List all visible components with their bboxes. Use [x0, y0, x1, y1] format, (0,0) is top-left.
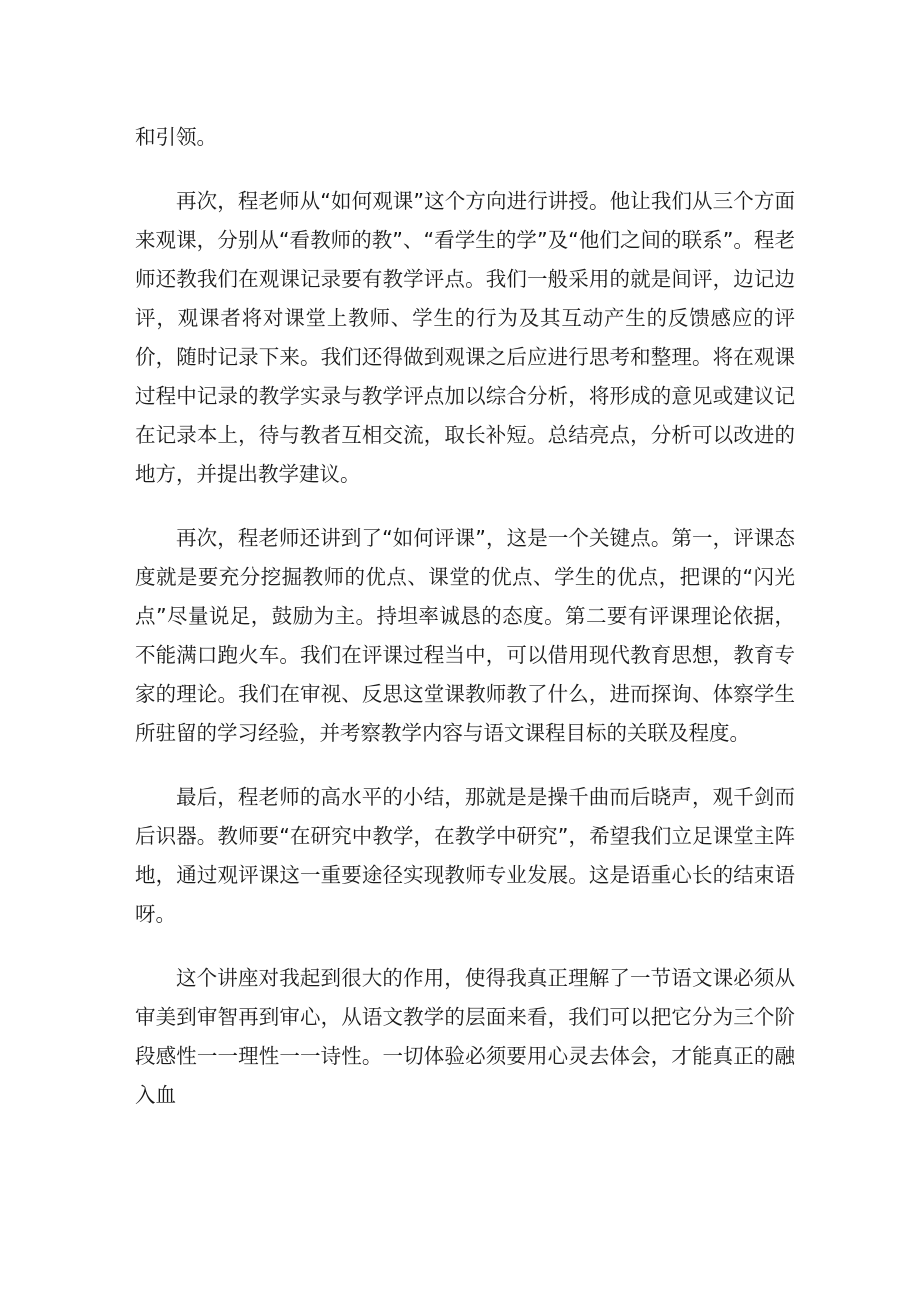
paragraph-1: 和引领。	[135, 125, 217, 149]
paragraph-2: 再次，程老师从“如何观课”这个方向进行讲授。他让我们从三个方面来观课，分别从“看教师的教”、“看学生的学”及“他们之间的联系”。程老师还教我们在观课记录要有教学评点。我们一般采用的就是间评，边记边评，观课者将对课堂上教师、学生的行为及其互动产生的反馈感应的评价，随时记录下来。我们还得做到观课之后应进行思考和整理。将在观课过程中记录的教学实录与教学评点加以综合分析，将形成的意见或建议记在记录本上，待与教者互相交流，取长补短。总结亮点，分析可以改进的地方，并提出教学建议。	[135, 189, 795, 486]
document-body	[135, 118, 795, 1115]
paragraph-3: 再次，程老师还讲到了“如何评课”，这是一个关键点。第一，评课态度就是要充分挖掘教师的优点、课堂的优点、学生的优点，把课的“闪光点”尽量说足，鼓励为主。持坦率诚恳的态度。第二要有评课理论依据，不能满口跑火车。我们在评课过程当中，可以借用现代教育思想，教育专家的理论。我们在审视、反思这堂课教师教了什么，进而探询、体察学生所驻留的学习经验，并考察教学内容与语文课程目标的关联及程度。	[135, 526, 795, 745]
paragraph-4: 最后，程老师的高水平的小结，那就是是操千曲而后晓声，观千剑而后识器。教师要“在研究中教学，在教学中研究”，希望我们立足课堂主阵地，通过观评课这一重要途径实现教师专业发展。这是语重心长的结束语呀。	[135, 785, 795, 926]
paragraph-5: 这个讲座对我起到很大的作用，使得我真正理解了一节语文课必须从审美到审智再到审心，从语文教学的层面来看，我们可以把它分为三个阶段感性一一理性一一诗性。一切体验必须要用心灵去体会，才能真正的融入血	[135, 966, 795, 1107]
